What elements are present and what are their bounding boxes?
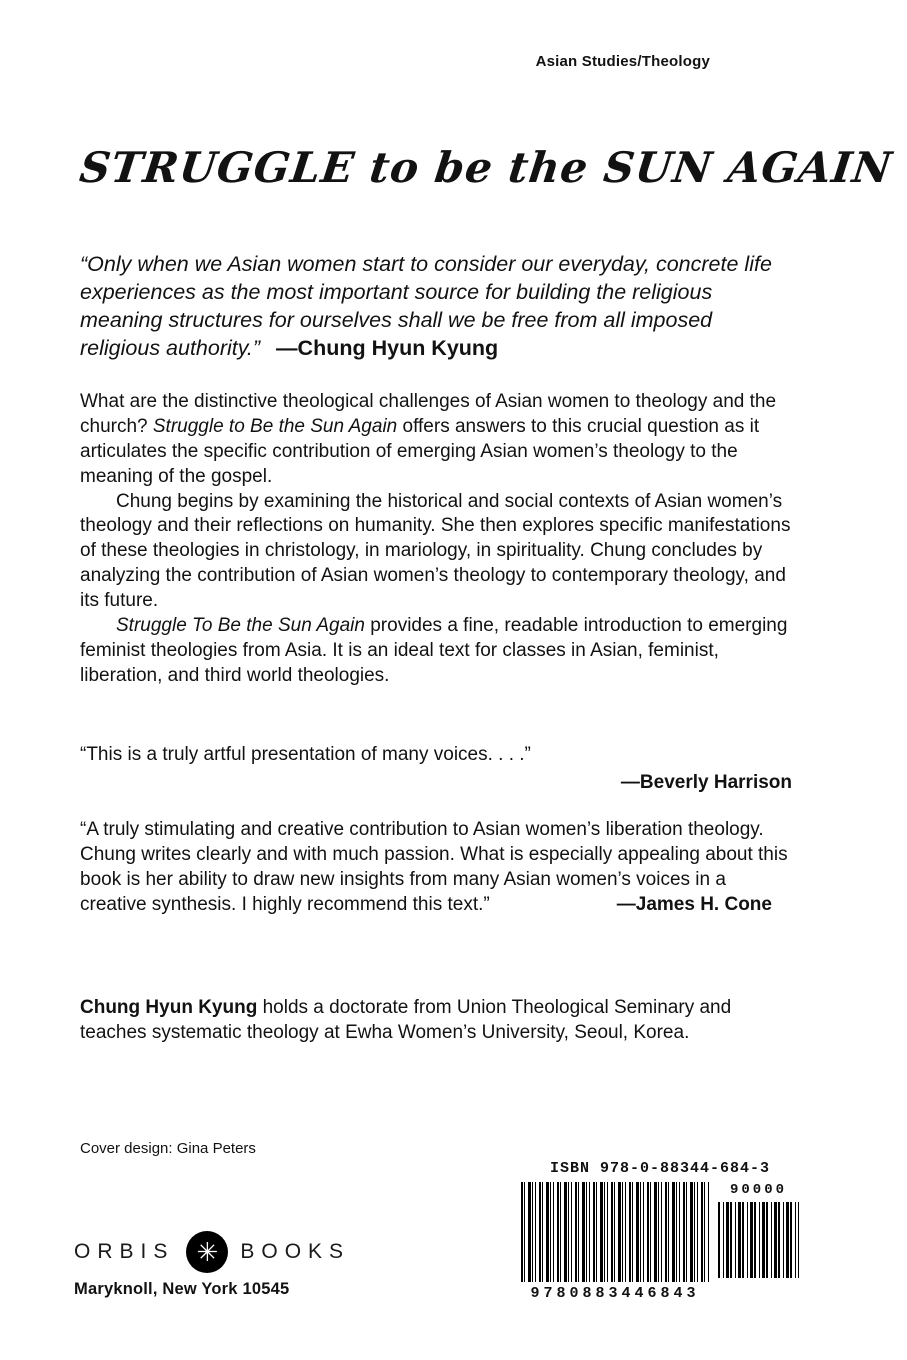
publisher-address: Maryknoll, New York 10545 — [74, 1280, 290, 1298]
paragraph-3-text: provides a fine, readable introduction to emerging feminist theologies from Asia. It is an ideal text for classes in Asian, feminist, liberation, and third world theologies. — [80, 614, 788, 686]
cover-design-credit: Cover design: Gina Peters — [80, 1140, 256, 1157]
publisher-block — [74, 1231, 350, 1299]
barcode-number: 9780883446843 — [530, 1285, 700, 1302]
author-pull-quote — [80, 250, 798, 363]
review-cone — [80, 818, 792, 918]
description-paragraph-3 — [80, 614, 796, 689]
pull-quote-attribution: —Chung Hyun Kyung — [276, 336, 499, 361]
publisher-name-orbis: ORBIS — [74, 1240, 175, 1263]
review-harrison-attribution: —Beverly Harrison — [620, 772, 792, 794]
paragraph-1-text-cont: offers answers to this crucial question as it articulates the specific contribution of emerging Asian women’s theology to the meaning of the gospel. — [80, 415, 760, 487]
book-title-inline-2: Struggle To Be the Sun Again — [116, 614, 365, 636]
orbis-logo-icon — [186, 1231, 228, 1273]
review-cone-text: “A truly stimulating and creative contribution to Asian women’s liberation theology. Chung writes clearly and with much passion. What is especially appealing about this book is her ability to draw new insights from many Asian women’s voices in a creative synthesis. I highly recommend this text.” — [80, 819, 788, 915]
barcode-addon-number: 90000 — [729, 1182, 787, 1198]
publisher-name-books: BOOKS — [240, 1240, 351, 1263]
book-title: STRUGGLE to be the SUN AGAIN — [76, 143, 896, 192]
author-bio — [80, 995, 796, 1045]
review-cone-attribution: —James H. Cone — [616, 893, 772, 915]
description-text — [80, 390, 796, 689]
description-paragraph-2: Chung begins by examining the historical and social contexts of Asian women’s theology and their reflections on humanity. She then explores specific manifestations of these theologies in christology, in mariology, in spirituality. Chung concludes by analyzing the contribution of Asian women’s theology to contemporary theology, and its future. — [80, 490, 791, 611]
barcode-addon-column — [718, 1182, 799, 1302]
barcode-block — [521, 1160, 799, 1302]
description-paragraph-1 — [80, 390, 796, 490]
author-name: Chung Hyun Kyung — [80, 997, 258, 1018]
barcode-main-bars — [521, 1182, 709, 1282]
publisher-logo-row — [74, 1231, 350, 1273]
category-label: Asian Studies/Theology — [535, 53, 710, 70]
paragraph-1-text: What are the distinctive theological challenges of Asian women to theology and the church? — [80, 391, 777, 437]
barcode-bars-area — [521, 1182, 799, 1302]
orbis-logo-glyph: ✳ — [196, 1236, 219, 1267]
book-title-inline: Struggle to Be the Sun Again — [152, 415, 398, 437]
barcode-addon-bars — [718, 1202, 799, 1278]
review-harrison-text: “This is a truly artful presentation of many voices. . . .” — [80, 744, 531, 765]
barcode-main-column — [521, 1182, 709, 1302]
isbn-label: ISBN 978-0-88344-684-3 — [549, 1160, 771, 1177]
pull-quote-text: “Only when we Asian women start to consider our everyday, concrete life experiences as the most important source for building the religious meaning structures for ourselves shall we be free from all imposed religious authority.” — [80, 252, 772, 361]
review-harrison — [80, 742, 792, 795]
author-bio-text: holds a doctorate from Union Theological Seminary and teaches systematic theology at Ewha Women’s University, Seoul, Korea. — [80, 997, 732, 1044]
